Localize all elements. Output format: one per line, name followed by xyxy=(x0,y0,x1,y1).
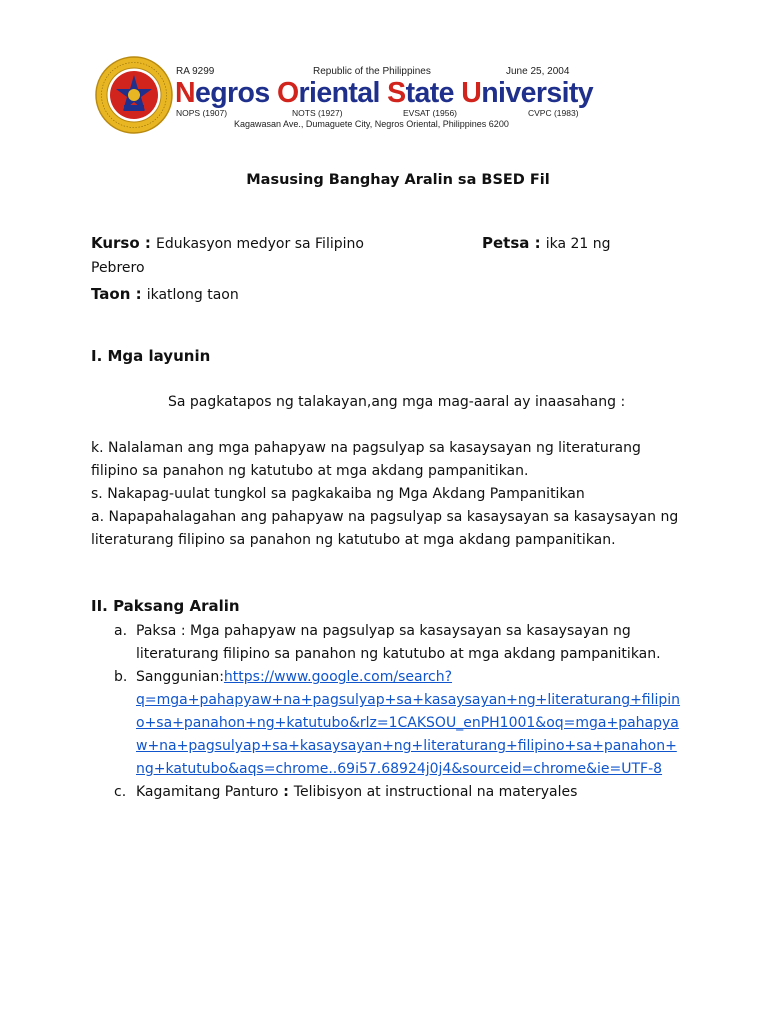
ra-number: RA 9299 xyxy=(176,66,215,77)
evsat-label: EVSAT (1956) xyxy=(403,108,458,118)
list-marker-c: c. xyxy=(114,784,127,800)
nots-label: NOTS (1927) xyxy=(292,108,343,118)
reference-link-line xyxy=(136,689,680,712)
cvpc-label: CVPC (1983) xyxy=(528,108,579,118)
sanggunian-line xyxy=(136,666,452,689)
petsa-label: Petsa : xyxy=(482,234,541,252)
taon-line xyxy=(91,284,239,303)
letterhead xyxy=(94,55,594,135)
kagamitang-colon: : xyxy=(278,784,294,800)
letterhead-address: Kagawasan Ave., Dumaguete City, Negros Oriental, Philippines 6200 xyxy=(234,119,509,129)
taon-value: ikatlong taon xyxy=(146,287,239,303)
section-1-heading: I. Mga layunin xyxy=(91,347,211,365)
petsa-line xyxy=(482,233,611,252)
paksa-line: literaturang filipino sa panahon ng katutubo at mga akdang pampanitikan. xyxy=(136,646,661,662)
kagamitang-value: Telibisyon at instructional na materyales xyxy=(293,784,578,800)
reference-link[interactable]: o+sa+panahon+ng+katutubo&rlz=1CAKSOU_enPH1001&oq=mga+pahapya xyxy=(136,715,679,731)
petsa-value-continued: Pebrero xyxy=(91,260,145,276)
reference-link-line xyxy=(136,712,679,735)
reference-link-line xyxy=(136,735,677,758)
petsa-value: ika 21 ng xyxy=(545,236,611,252)
list-marker-b: b. xyxy=(114,669,128,685)
nops-label: NOPS (1907) xyxy=(176,108,228,118)
reference-link[interactable]: w+na+pagsulyap+sa+kasaysayan+ng+literaturang+filipino+sa+panahon+ xyxy=(136,738,677,754)
paksa-line: Paksa : Mga pahapyaw na pagsulyap sa kasaysayan sa kasaysayan ng xyxy=(136,623,631,639)
section-1-intro: Sa pagkatapos ng talakayan,ang mga mag-aaral ay inaasahang : xyxy=(168,394,626,410)
university-seal-icon xyxy=(94,55,174,135)
objective-line: k. Nalalaman ang mga pahapyaw na pagsulyap sa kasaysayan ng literaturang xyxy=(91,440,641,456)
reference-link[interactable]: ng+katutubo&aqs=chrome..69i57.68924j0j4&sourceid=chrome&ie=UTF-8 xyxy=(136,761,663,777)
taon-label: Taon : xyxy=(91,285,142,303)
kurso-line xyxy=(91,233,364,252)
reference-link-line xyxy=(136,758,662,781)
letterhead-date: June 25, 2004 xyxy=(506,66,570,77)
section-2-heading: II. Paksang Aralin xyxy=(91,597,240,615)
objective-line: a. Napapahalagahan ang pahapyaw na pagsulyap sa kasaysayan sa kasaysayan ng xyxy=(91,509,679,525)
reference-link[interactable]: https://www.google.com/search? xyxy=(223,669,453,685)
kurso-value: Edukasyon medyor sa Filipino xyxy=(155,236,364,252)
objective-line: filipino sa panahon ng katutubo at mga akdang pampanitikan. xyxy=(91,463,529,479)
kurso-label: Kurso : xyxy=(91,234,151,252)
kagamitang-line xyxy=(136,781,577,804)
document-title: Masusing Banghay Aralin sa BSED Fil xyxy=(246,172,550,188)
republic-label: Republic of the Philippines xyxy=(313,66,431,77)
kagamitang-label: Kagamitang Panturo xyxy=(136,784,279,800)
university-name: Negros Oriental State University xyxy=(175,77,594,109)
sanggunian-label: Sanggunian: xyxy=(136,669,224,685)
reference-link[interactable]: q=mga+pahapyaw+na+pagsulyap+sa+kasaysayan+ng+literaturang+filipin xyxy=(136,692,681,708)
objective-line: literaturang filipino sa panahon ng katutubo at mga akdang pampanitikan. xyxy=(91,532,616,548)
objective-line: s. Nakapag-uulat tungkol sa pagkakaiba ng Mga Akdang Pampanitikan xyxy=(91,486,585,502)
list-marker-a: a. xyxy=(114,623,128,639)
